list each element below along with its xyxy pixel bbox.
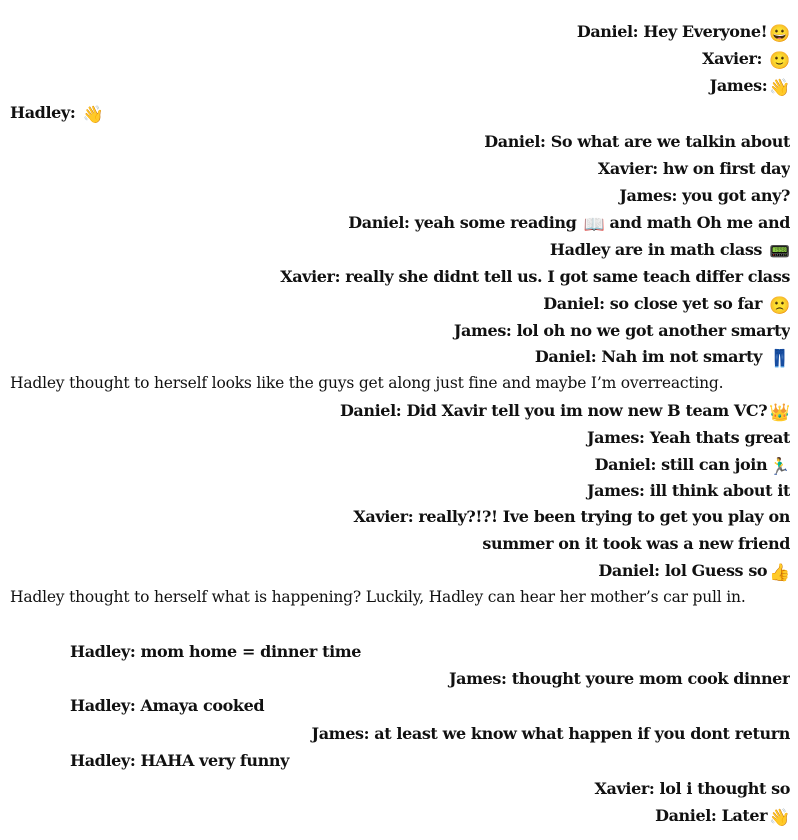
message-line: James: 👋 xyxy=(709,76,790,98)
message-line: Daniel: so close yet so far 🙁 xyxy=(543,294,790,316)
waving-hand-icon: 👋 xyxy=(769,78,790,98)
narration-line: Hadley thought to herself looks like the guys get along just fine and maybe I’m overreacting. xyxy=(10,374,724,392)
message-line: James: lol oh no we got another smarty xyxy=(453,321,790,340)
message-line: James: at least we know what happen if you dont return xyxy=(311,724,790,743)
crown-icon: 👑 xyxy=(769,403,790,423)
slightly-smiling-face-icon: 🙂 xyxy=(769,51,790,71)
narration-line: Hadley thought to herself what is happening? Luckily, Hadley can hear her mother’s car pull in. xyxy=(10,588,746,606)
waving-hand-icon: 👋 xyxy=(769,808,790,828)
message-line: Daniel: Hey Everyone! 😀 xyxy=(576,22,790,44)
grinning-face-icon: 😀 xyxy=(769,24,790,44)
message-line: Daniel: lol Guess so 👍 xyxy=(598,561,790,583)
message-line: Daniel: still can join 🏃‍♂ xyxy=(594,455,790,477)
message-line: James: you got any? xyxy=(619,186,790,205)
message-line: summer on it took was a new friend xyxy=(482,534,790,553)
jeans-icon: 👖 xyxy=(769,349,790,369)
message-line: Xavier: 🙂 xyxy=(702,49,790,71)
message-line: Xavier: lol i thought so xyxy=(594,779,790,798)
message-line: Hadley are in math class 📟 xyxy=(549,240,790,262)
open-book-icon: 📖 xyxy=(583,215,605,235)
pager-icon: 📟 xyxy=(769,242,790,262)
message-line: Hadley: 👋 xyxy=(10,103,104,125)
message-line: Daniel: Did Xavir tell you im now new B team VC? 👑 xyxy=(339,401,790,423)
message-line: Daniel: Nah im not smarty 👖 xyxy=(534,347,790,369)
message-line: James: ill think about it xyxy=(586,481,790,500)
message-line: Daniel: yeah some reading 📖 and math Oh me and xyxy=(348,213,790,235)
thumbs-up-icon: 👍 xyxy=(769,563,790,583)
message-line: Daniel: Later 👋 xyxy=(655,806,790,828)
waving-hand-icon: 👋 xyxy=(82,105,104,125)
message-line: James: Yeah thats great xyxy=(586,428,790,447)
message-line: Hadley: HAHA very funny xyxy=(70,751,289,770)
message-line: Xavier: really she didnt tell us. I got same teach differ class xyxy=(280,267,790,286)
message-line: Daniel: So what are we talkin about xyxy=(484,132,790,151)
message-line: James: thought youre mom cook dinner xyxy=(448,669,790,688)
frowning-face-icon: 🙁 xyxy=(769,296,790,316)
man-running-icon: 🏃‍♂ xyxy=(769,457,790,477)
message-line: Hadley: Amaya cooked xyxy=(70,696,265,715)
message-line: Hadley: mom home = dinner time xyxy=(70,642,362,661)
message-line: Xavier: hw on first day xyxy=(597,159,790,178)
message-line: Xavier: really?!?! Ive been trying to get you play on xyxy=(353,507,790,526)
